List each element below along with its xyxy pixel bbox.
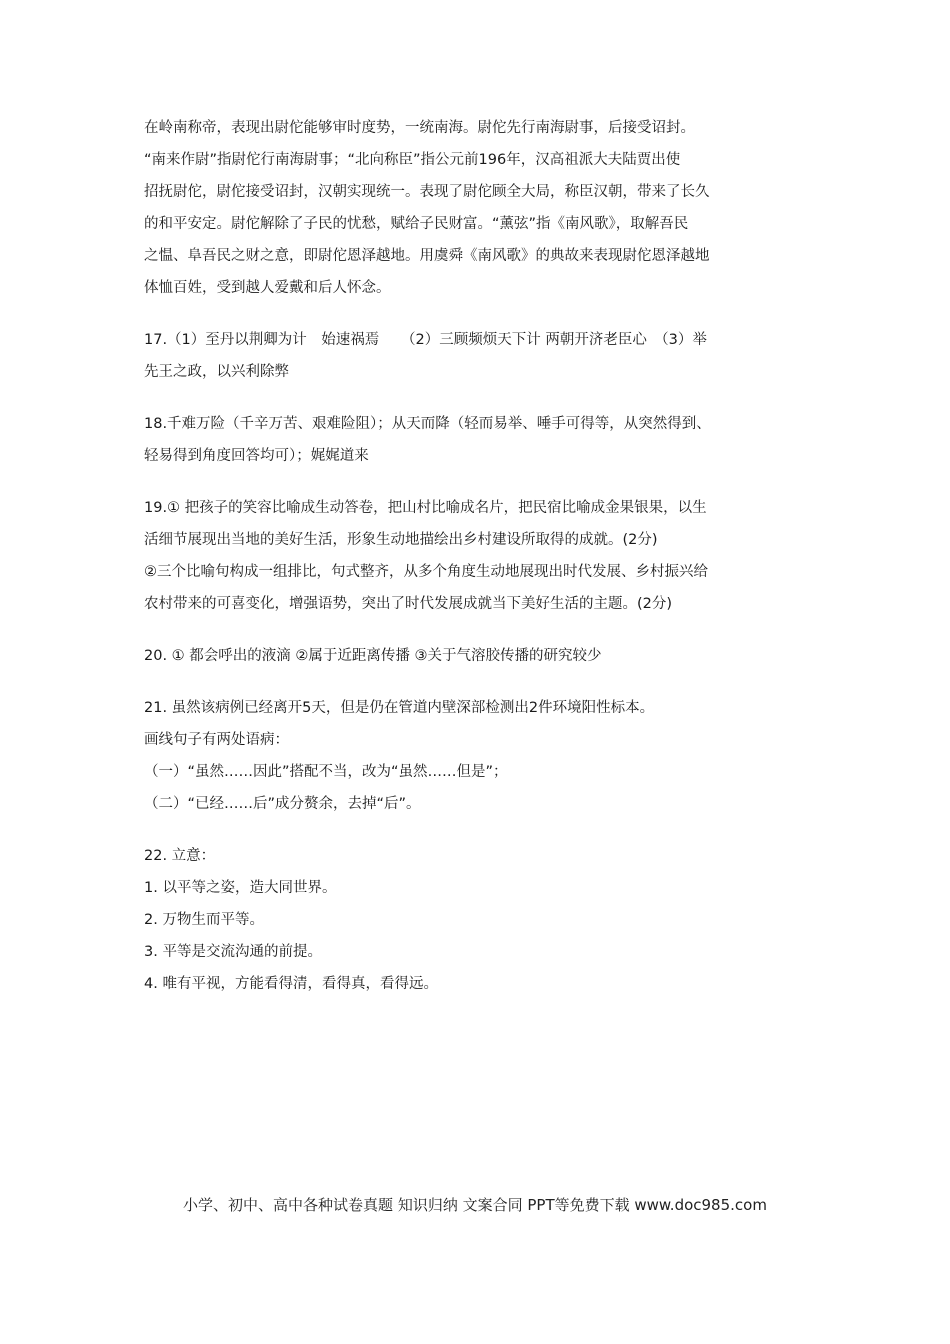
answer-line: 1. 以平等之姿，造大同世界。 [144, 880, 337, 896]
answer-22 [144, 840, 810, 1000]
answer-18 [144, 408, 810, 472]
answer-line: 轻易得到角度回答均可）；娓娓道来 [144, 448, 369, 464]
answer-line: 活细节展现出当地的美好生活，形象生动地描绘出乡村建设所取得的成就。(2分) [144, 532, 658, 548]
answer-line: （一）“虽然……因此”搭配不当，改为“虽然……但是”； [144, 764, 508, 780]
answer-line: 画线句子有两处语病： [144, 732, 289, 748]
answer-line: 21. 虽然该病例已经离开5天，但是仍在管道内壁深部检测出2件环境阳性标本。 [144, 700, 655, 716]
intro-paragraph [144, 112, 810, 304]
document-body [144, 112, 810, 1000]
footer-text: 小学、初中、高中各种试卷真题 知识归纳 文案合同 PPT等免费下载 www.doc985.com [183, 1196, 767, 1214]
answer-20 [144, 640, 810, 672]
spacer [144, 304, 810, 324]
answer-line: 20. ① 都会呼出的液滴 ②属于近距离传播 ③关于气溶胶传播的研究较少 [144, 648, 602, 664]
spacer [144, 820, 810, 840]
spacer [144, 472, 810, 492]
answer-line: 2. 万物生而平等。 [144, 912, 264, 928]
intro-line: “南来作尉”指尉佗行南海尉事；“北向称臣”指公元前196年，汉高祖派大夫陆贾出使 [144, 152, 681, 168]
answer-line: （二）“已经……后”成分赘余，去掉“后”。 [144, 796, 421, 812]
spacer [144, 388, 810, 408]
answer-line: 农村带来的可喜变化，增强语势，突出了时代发展成就当下美好生活的主题。(2分) [144, 596, 673, 612]
answer-line: 18.千难万险（千辛万苦、艰难险阻）；从天而降（轻而易举、唾手可得等，从突然得到、 [144, 416, 711, 432]
answer-line: 19.① 把孩子的笑容比喻成生动答卷，把山村比喻成名片，把民宿比喻成金果银果，以生 [144, 500, 707, 516]
answer-line: 22. 立意： [144, 848, 216, 864]
intro-line: 在岭南称帝，表现出尉佗能够审时度势，一统南海。尉佗先行南海尉事，后接受诏封。 [144, 120, 695, 136]
intro-line: 体恤百姓，受到越人爱戴和后人怀念。 [144, 280, 391, 296]
answer-line: 4. 唯有平视，方能看得清，看得真，看得远。 [144, 976, 438, 992]
answer-line: 3. 平等是交流沟通的前提。 [144, 944, 322, 960]
intro-line: 招抚尉佗，尉佗接受诏封，汉朝实现统一。表现了尉佗顾全大局，称臣汉朝，带来了长久 [144, 184, 710, 200]
intro-line: 的和平安定。尉佗解除了子民的忧愁，赋给子民财富。“薰弦”指《南风歌》，取解吾民 [144, 216, 689, 232]
answer-21 [144, 692, 810, 820]
intro-line: 之愠、阜吾民之财之意，即尉佗恩泽越地。用虞舜《南风歌》的典故来表现尉佗恩泽越地 [144, 248, 710, 264]
answer-17 [144, 324, 810, 388]
spacer [144, 620, 810, 640]
answer-line: 先王之政，以兴利除弊 [144, 364, 289, 380]
answer-19 [144, 492, 810, 620]
spacer [144, 672, 810, 692]
answer-line: ②三个比喻句构成一组排比，句式整齐，从多个角度生动地展现出时代发展、乡村振兴给 [144, 564, 708, 580]
answer-line: 17.（1）至丹以荆卿为计 始速祸焉 （2）三顾频烦天下计 两朝开济老臣心 （3）举 [144, 332, 707, 348]
